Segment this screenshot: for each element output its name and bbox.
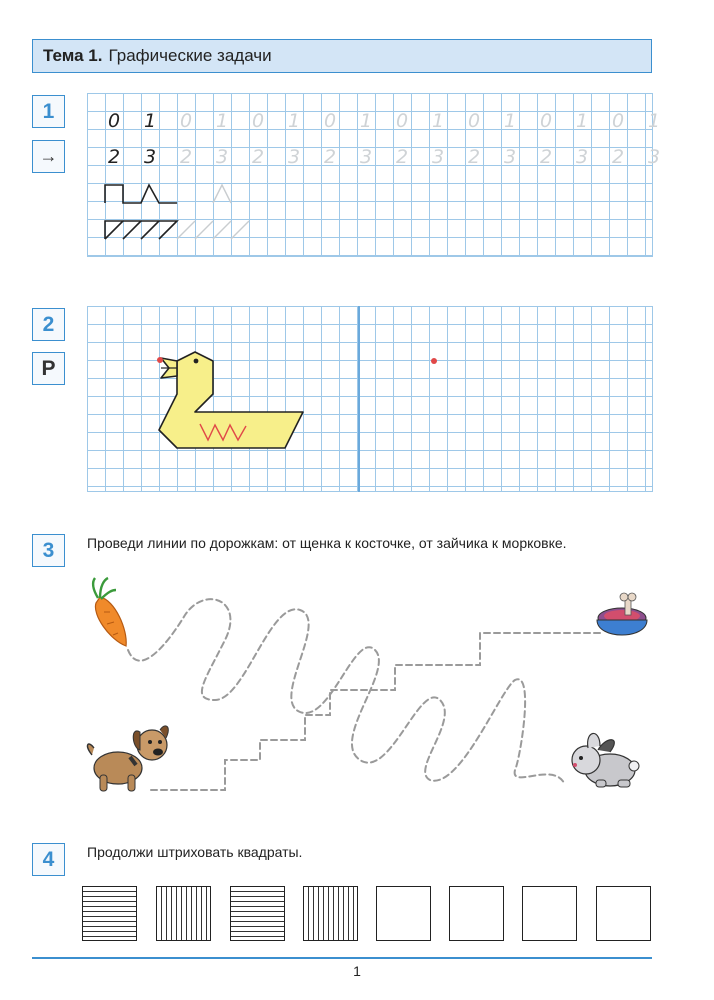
row1-trace-digit: 1: [359, 110, 373, 132]
row2-trace-digit: 2: [323, 146, 337, 168]
row1-trace-digit: 0: [395, 110, 409, 132]
row2-trace-digit: 3: [287, 146, 301, 168]
row2-trace-digit: 2: [251, 146, 265, 168]
duck-icon: [159, 352, 303, 448]
topic-title: Графические задачи: [108, 46, 272, 65]
row1-trace-digit: 1: [575, 110, 589, 132]
start-dot-right: [431, 358, 437, 364]
row1-trace-digit: 0: [251, 110, 265, 132]
row1-trace-digit: 0: [539, 110, 553, 132]
task4-instruction: Продолжи штриховать квадраты.: [87, 844, 303, 860]
topic-label: Тема 1.: [43, 46, 103, 65]
task-number-3: 3: [32, 534, 65, 567]
task1-pattern-sample: [105, 185, 177, 239]
start-dot-left: [157, 357, 163, 363]
task-number-2: 2: [32, 308, 65, 341]
task1-pattern-trace: [177, 185, 249, 239]
carrot-icon: [93, 578, 126, 646]
row1-trace-digit: 1: [503, 110, 517, 132]
row2-trace-digit: 2: [611, 146, 625, 168]
row2-trace-digit: 3: [359, 146, 373, 168]
row2-trace-digit: 3: [575, 146, 589, 168]
row1-trace-digit: 0: [611, 110, 625, 132]
dashed-paths: [128, 599, 600, 790]
row1-sample-digit: 1: [143, 110, 157, 132]
row2-trace-digit: 2: [395, 146, 409, 168]
row1-trace-digit: 0: [467, 110, 481, 132]
arrow-right-icon: →: [32, 140, 65, 173]
page-number: 1: [353, 963, 361, 979]
row2-sample-digit: 3: [143, 146, 157, 168]
bone-bowl-icon: [597, 593, 647, 635]
bunny-icon: [572, 733, 639, 787]
task-marker-p: Р: [32, 352, 65, 385]
row1-sample-digit: 0: [107, 110, 121, 132]
carrot-path: [128, 599, 565, 785]
row2-trace-digit: 3: [215, 146, 229, 168]
row2-trace-digit: 3: [431, 146, 445, 168]
task-number-1: 1: [32, 95, 65, 128]
puppy-icon: [88, 726, 169, 791]
footer-divider: [32, 957, 652, 959]
row1-trace-digit: 1: [647, 110, 661, 132]
row2-trace-digit: 3: [503, 146, 517, 168]
row1-trace-digit: 1: [431, 110, 445, 132]
task3-instruction: Проведи линии по дорожкам: от щенка к косточке, от зайчика к морковке.: [87, 535, 567, 551]
row1-trace-digit: 1: [215, 110, 229, 132]
row2-trace-digit: 2: [467, 146, 481, 168]
row1-trace-digit: 0: [323, 110, 337, 132]
task-number-4: 4: [32, 843, 65, 876]
row1-trace-digit: 0: [179, 110, 193, 132]
row2-trace-digit: 2: [539, 146, 553, 168]
row1-trace-digit: 1: [287, 110, 301, 132]
row2-trace-digit: 2: [179, 146, 193, 168]
row2-sample-digit: 2: [107, 146, 121, 168]
row2-trace-digit: 3: [647, 146, 661, 168]
